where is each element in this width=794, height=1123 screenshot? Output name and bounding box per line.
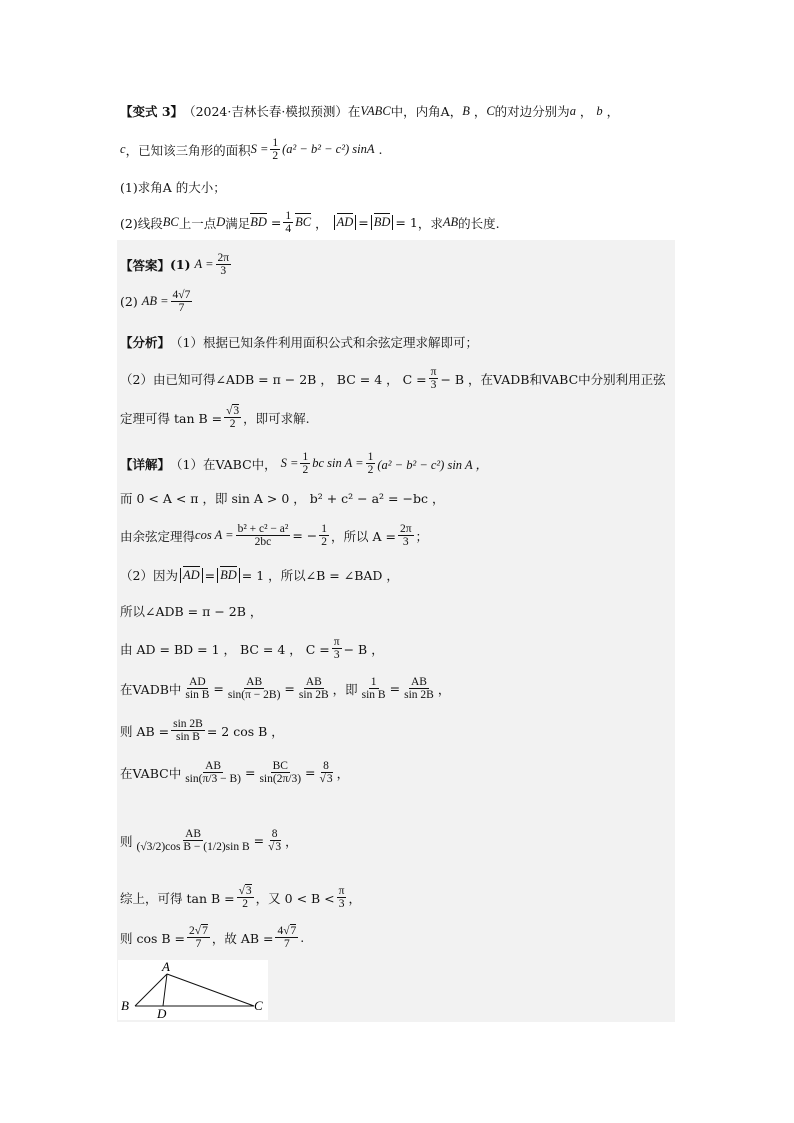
analysis-line-2: （2）由已知可得∠ADB = π − 2B ， BC = 4 ， C = $\frac{\pi}{3}$ − B ，在VADB和VABC中分别利用正弦 [120, 366, 666, 392]
figure-background [118, 960, 268, 1020]
question-2: (2)线段 BC 上一点 D 满足 BD = $\frac{1}{4}$ BC ， AD = BD = 1 ，求 AB 的长度. [120, 210, 500, 236]
point-d-label: D [157, 1006, 167, 1020]
problem-line-1: 【变式 3】 （2024·吉林长春·模拟预测） 在 VABC 中，内角A， B ， C 的对边分别为 a ， b ， [120, 103, 620, 119]
triangle-figure [118, 960, 268, 1020]
detail-line-12: 则 cos B = $\frac{2√7}{7}$ ，故 AB = $\frac{4√7}{7}$ . [120, 925, 305, 951]
detail-label: 【详解】 [120, 456, 171, 472]
detail-line-9: 在VABC中 $\frac{AB}{\sin(\pi/3 - B)}$ = $\frac{BC}{\sin(2\pi/3)}$ = $\frac{8}{√3}$ ， [120, 760, 350, 786]
analysis-line-1: 【分析】 （1）根据已知条件利用面积公式和余弦定理求解即可； [120, 335, 478, 350]
detail-line-5: 所以∠ADB = π − 2B ， [120, 604, 263, 619]
detail-line-10: 则 $\frac{AB}{\text{(√3/2)cos B − (1/2)sin B}}$ = $\frac{8}{√3}$ ， [120, 828, 298, 854]
problem-header: 【变式 3】 [120, 104, 184, 119]
detail-line-2: 而 0 < A < π ，即 sin A > 0 ， b² + c² − a² = −bc ， [120, 491, 445, 506]
detail-line-11: 综上，可得 tan B = $\frac{√3}{2}$ ，又 0 < B < $\frac{\pi}{3}$ ， [120, 885, 361, 911]
question-1: (1)求角A 的大小； [120, 180, 226, 195]
triangle-label: VABC [360, 103, 391, 118]
analysis-line-3: 定理可得 tan B = $\frac{√3}{2}$ ，即可求解. [120, 405, 310, 431]
vertex-b-label: B [121, 998, 129, 1013]
problem-line-2: c ，已知该三角形的面积 S = $\frac{1}{2}$ (a² − b² − c²) sinA . [120, 137, 383, 163]
analysis-label: 【分析】 [120, 335, 171, 350]
detail-line-3: 由余弦定理得 cos A = $\frac{\text{b² + c² − a²}}{2bc}$ = − $\frac{1}{2}$ ，所以 A = $\frac{2\pi}{3}$ ； [120, 523, 429, 549]
detail-line-4: （2）因为 AD = BD = 1 ，所以∠B = ∠BAD ， [120, 567, 399, 583]
problem-source: （2024·吉林长春·模拟预测） [183, 104, 348, 119]
detail-line-1: 【详解】 （1）在VABC中， S = $\frac{1}{2}$ bc sin A = $\frac{1}{2}$ (a² − b² − c²) sin A ， [120, 451, 488, 477]
detail-line-7: 在VADB中 $\frac{AD}{\text{sin B}}$ = $\frac{AB}{\sin(\pi - 2B)}$ = $\frac{AB}{\sin 2B}$ ，即 $\frac{1}{\text{sin B}}$ = $\frac{AB}{\sin 2B}$ ， [120, 676, 451, 702]
detail-line-6: 由 AD = BD = 1 ， BC = 4 ， C = $\frac{\pi}{3}$ − B ， [120, 636, 384, 662]
answer-1: 【答案】 (1) A = $\frac{2\pi}{3}$ [120, 252, 230, 278]
vertex-a-label: A [162, 960, 170, 974]
answer-2: (2) AB = $\frac{4√7}{7}$ [120, 289, 191, 315]
vertex-c-label: C [254, 998, 263, 1013]
answer-label: 【答案】 [120, 257, 171, 273]
fraction-half: $\frac{1}{2}$ [272, 137, 279, 163]
detail-line-8: 则 AB = $\frac{\sin 2B}{\text{sin B}}$ = 2 cos B ， [120, 718, 284, 744]
